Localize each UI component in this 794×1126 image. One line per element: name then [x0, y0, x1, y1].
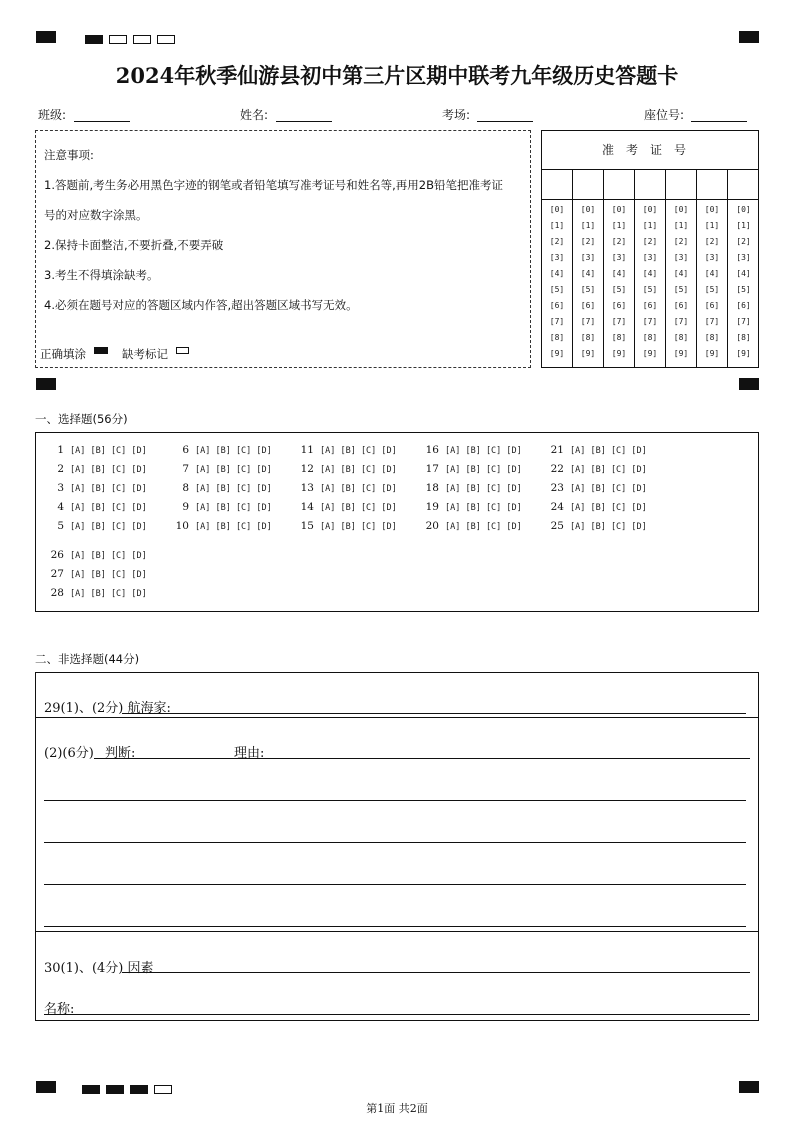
corner-mark-bottom-right — [739, 1081, 759, 1093]
exam-digit-bubble[interactable]: [9] — [736, 349, 751, 358]
exam-digit-bubble[interactable]: [9] — [580, 349, 596, 358]
exam-number-column — [666, 169, 697, 367]
exam-digit-bubble[interactable]: [7] — [736, 317, 751, 326]
option-bubbles[interactable]: [A] [B] [C] [D] — [445, 503, 522, 513]
option-bubbles[interactable]: [A] [B] [C] [D] — [320, 446, 397, 456]
q29-part2-answer-line-3[interactable] — [44, 842, 746, 843]
exam-number-column — [728, 169, 759, 367]
option-bubbles[interactable]: [A] [B] [C] [D] — [570, 522, 647, 532]
exam-digit-bubble[interactable]: [3] — [642, 253, 658, 262]
exam-number-write-cell[interactable] — [728, 169, 759, 200]
absent-mark-label: 缺考标记 — [122, 347, 168, 361]
option-bubbles[interactable]: [A] [B] [C] [D] — [445, 484, 522, 494]
choice-question — [417, 444, 522, 456]
exam-digit-bubble[interactable]: [6] — [673, 301, 689, 310]
option-bubbles[interactable]: [A] [B] [C] [D] — [70, 503, 147, 513]
question-number: 14 — [300, 501, 314, 513]
option-bubbles[interactable]: [A] [B] [C] [D] — [70, 589, 147, 599]
option-bubbles[interactable]: [A] [B] [C] [D] — [195, 503, 272, 513]
choice-question — [167, 444, 272, 456]
timing-box-top-4 — [157, 35, 175, 44]
option-bubbles[interactable]: [A] [B] [C] [D] — [70, 484, 147, 494]
choice-question — [42, 463, 147, 475]
exam-digit-bubble[interactable]: [2] — [704, 237, 720, 246]
exam-digit-bubble[interactable]: [1] — [673, 221, 689, 230]
choice-question — [167, 501, 272, 513]
choice-question — [42, 568, 147, 580]
question-number: 19 — [425, 501, 439, 513]
page-footer: 第1面 共2面 — [366, 1102, 428, 1115]
choice-question — [42, 501, 147, 513]
exam-digit-bubble[interactable]: [8] — [549, 333, 565, 342]
notes-line-1b: 号的对应数字涂黑。 — [44, 208, 148, 222]
exam-number-column — [635, 169, 666, 367]
q29-part2-answer-line-1[interactable] — [94, 758, 750, 759]
exam-digit-bubble[interactable]: [7] — [642, 317, 658, 326]
q29-part2-box — [35, 717, 759, 932]
exam-digit-bubble[interactable]: [5] — [549, 285, 565, 294]
exam-digit-bubble[interactable]: [3] — [549, 253, 565, 262]
choice-question — [542, 444, 647, 456]
question-number: 3 — [57, 482, 64, 494]
corner-mark-top-right — [739, 31, 759, 43]
question-number: 12 — [300, 463, 314, 475]
option-bubbles[interactable]: [A] [B] [C] [D] — [570, 446, 647, 456]
exam-digit-bubble[interactable]: [5] — [736, 285, 751, 294]
option-bubbles[interactable]: [A] [B] [C] [D] — [70, 465, 147, 475]
exam-digit-bubble[interactable]: [5] — [642, 285, 658, 294]
question-number: 21 — [550, 444, 564, 456]
corner-mark-bottom-left — [36, 1081, 56, 1093]
exam-digit-bubble[interactable]: [0] — [642, 205, 658, 214]
side-mark-right-mid — [739, 378, 759, 390]
correct-fill-label: 正确填涂 — [40, 347, 86, 361]
choice-question — [167, 463, 272, 475]
seat-field[interactable] — [691, 121, 747, 122]
option-bubbles[interactable]: [A] [B] [C] [D] — [445, 446, 522, 456]
room-label: 考场: — [442, 108, 471, 122]
exam-digit-bubble[interactable]: [0] — [611, 205, 627, 214]
exam-digit-bubble[interactable]: [8] — [736, 333, 751, 342]
question-number: 15 — [300, 520, 314, 532]
exam-digit-bubble[interactable]: [4] — [580, 269, 596, 278]
exam-digit-bubble[interactable]: [4] — [642, 269, 658, 278]
option-bubbles[interactable]: [A] [B] [C] [D] — [195, 484, 272, 494]
class-label: 班级: — [38, 108, 67, 122]
choice-question — [167, 482, 272, 494]
q29-part2-judge-label: 判断: — [105, 746, 136, 761]
exam-digit-bubble[interactable]: [3] — [611, 253, 627, 262]
exam-digit-bubble[interactable]: [0] — [736, 205, 751, 214]
timing-mark-bottom-1 — [82, 1085, 100, 1094]
exam-digit-bubble[interactable]: [1] — [580, 221, 596, 230]
exam-digit-bubble[interactable]: [6] — [642, 301, 658, 310]
question-number: 2 — [57, 463, 64, 475]
question-number: 16 — [425, 444, 439, 456]
question-number: 26 — [50, 549, 64, 561]
exam-digit-bubble[interactable]: [2] — [673, 237, 689, 246]
choice-question — [42, 444, 147, 456]
exam-digit-bubble[interactable]: [6] — [736, 301, 751, 310]
question-number: 27 — [50, 568, 64, 580]
option-bubbles[interactable]: [A] [B] [C] [D] — [70, 522, 147, 532]
choice-question — [542, 501, 647, 513]
exam-digit-bubble[interactable]: [6] — [704, 301, 720, 310]
notes-box — [35, 130, 531, 368]
q29-part2-reason-label: 理由: — [234, 746, 265, 761]
exam-number-heading: 准考证号 — [542, 131, 758, 170]
choice-question — [292, 520, 397, 532]
exam-digit-bubble[interactable]: [5] — [673, 285, 689, 294]
exam-digit-bubble[interactable]: [9] — [704, 349, 720, 358]
exam-digit-bubble[interactable]: [8] — [642, 333, 658, 342]
exam-digit-bubble[interactable]: [4] — [611, 269, 627, 278]
q29-part1-box — [35, 672, 759, 718]
exam-number-write-cell[interactable] — [635, 169, 665, 200]
question-number: 28 — [50, 587, 64, 599]
question-number: 24 — [550, 501, 564, 513]
exam-digit-bubble[interactable]: [2] — [736, 237, 751, 246]
exam-digit-bubble[interactable]: [2] — [642, 237, 658, 246]
choice-question — [42, 587, 147, 599]
choice-question — [542, 463, 647, 475]
class-field[interactable] — [74, 121, 130, 122]
choice-question — [292, 501, 397, 513]
q30-name-label: 名称: — [44, 1002, 75, 1017]
exam-digit-bubble[interactable]: [1] — [611, 221, 627, 230]
exam-digit-bubble[interactable]: [2] — [580, 237, 596, 246]
choice-question — [292, 482, 397, 494]
choice-question — [417, 520, 522, 532]
option-bubbles[interactable]: [A] [B] [C] [D] — [195, 446, 272, 456]
question-number: 13 — [300, 482, 314, 494]
exam-digit-bubble[interactable]: [2] — [549, 237, 565, 246]
exam-digit-bubble[interactable]: [5] — [611, 285, 627, 294]
option-bubbles[interactable]: [A] [B] [C] [D] — [320, 465, 397, 475]
exam-digit-bubble[interactable]: [6] — [580, 301, 596, 310]
q29-part2-answer-line-2[interactable] — [44, 800, 746, 801]
exam-digit-bubble[interactable]: [8] — [580, 333, 596, 342]
exam-digit-bubble[interactable]: [8] — [673, 333, 689, 342]
exam-digit-bubble[interactable]: [3] — [673, 253, 689, 262]
choice-question — [292, 463, 397, 475]
exam-digit-bubble[interactable]: [7] — [704, 317, 720, 326]
side-mark-left-mid — [36, 378, 56, 390]
seat-label: 座位号: — [644, 108, 685, 122]
exam-digit-bubble[interactable]: [3] — [704, 253, 720, 262]
section2-title: 二、非选择题(44分) — [35, 652, 140, 666]
choice-answer-box — [35, 432, 759, 612]
choice-question — [167, 520, 272, 532]
question-number: 7 — [182, 463, 189, 475]
timing-box-top-3 — [133, 35, 151, 44]
q29-part2-answer-line-4[interactable] — [44, 884, 746, 885]
option-bubbles[interactable]: [A] [B] [C] [D] — [70, 570, 147, 580]
exam-digit-bubble[interactable]: [9] — [611, 349, 627, 358]
choice-question — [42, 520, 147, 532]
question-number: 18 — [425, 482, 439, 494]
exam-digit-bubble[interactable]: [8] — [704, 333, 720, 342]
question-number: 6 — [182, 444, 189, 456]
question-number: 23 — [550, 482, 564, 494]
timing-mark-bottom-2 — [106, 1085, 124, 1094]
option-bubbles[interactable]: [A] [B] [C] [D] — [195, 465, 272, 475]
notes-heading: 注意事项: — [44, 148, 94, 162]
exam-digit-bubble[interactable]: [0] — [580, 205, 596, 214]
exam-digit-bubble[interactable]: [5] — [704, 285, 720, 294]
question-number: 9 — [182, 501, 189, 513]
question-number: 8 — [182, 482, 189, 494]
exam-digit-bubble[interactable]: [1] — [642, 221, 658, 230]
exam-digit-bubble[interactable]: [1] — [704, 221, 720, 230]
timing-mark-top-1 — [85, 35, 103, 44]
exam-digit-bubble[interactable]: [3] — [736, 253, 751, 262]
q30-name-answer-line[interactable] — [44, 1014, 750, 1015]
notes-line-2: 2.保持卡面整洁,不要折叠,不要弄破 — [44, 238, 224, 252]
q29-part2-prefix: (2)(6分) — [44, 746, 94, 761]
timing-mark-bottom-3 — [130, 1085, 148, 1094]
q30-part1-box — [35, 931, 759, 1021]
exam-digit-bubble[interactable]: [1] — [549, 221, 565, 230]
question-number: 11 — [300, 444, 314, 456]
exam-number-write-cell[interactable] — [697, 169, 727, 200]
question-number: 1 — [57, 444, 64, 456]
q30-part1-label: 30(1)、(4分) 因素 — [44, 961, 154, 976]
exam-number-column — [573, 169, 604, 367]
exam-digit-bubble[interactable]: [5] — [580, 285, 596, 294]
question-number: 10 — [175, 520, 189, 532]
section1-title: 一、选择题(56分) — [35, 412, 128, 426]
exam-digit-bubble[interactable]: [1] — [736, 221, 751, 230]
q29-part2-answer-line-5[interactable] — [44, 926, 746, 927]
exam-digit-bubble[interactable]: [6] — [549, 301, 565, 310]
option-bubbles[interactable]: [A] [B] [C] [D] — [570, 484, 647, 494]
question-number: 22 — [550, 463, 564, 475]
notes-line-1: 1.答题前,考生务必用黑色字迹的钢笔或者铅笔填写准考证号和姓名等,再用2B铅笔把准考证 — [44, 178, 503, 192]
exam-digit-bubble[interactable]: [4] — [673, 269, 689, 278]
choice-question — [542, 520, 647, 532]
exam-digit-bubble[interactable]: [2] — [611, 237, 627, 246]
exam-digit-bubble[interactable]: [7] — [611, 317, 627, 326]
choice-question — [292, 444, 397, 456]
exam-digit-bubble[interactable]: [4] — [736, 269, 751, 278]
option-bubbles[interactable]: [A] [B] [C] [D] — [445, 522, 522, 532]
timing-box-bottom-4 — [154, 1085, 172, 1094]
page-title: 2024年秋季仙游县初中第三片区期中联考九年级历史答题卡 — [115, 63, 679, 88]
choice-question — [542, 482, 647, 494]
choice-question — [417, 482, 522, 494]
name-label: 姓名: — [240, 108, 269, 122]
exam-digit-bubble[interactable]: [4] — [549, 269, 565, 278]
exam-digit-bubble[interactable]: [9] — [549, 349, 565, 358]
room-field[interactable] — [477, 121, 533, 122]
exam-digit-bubble[interactable]: [9] — [673, 349, 689, 358]
notes-line-4: 4.必须在题号对应的答题区域内作答,超出答题区域书写无效。 — [44, 298, 358, 312]
exam-digit-bubble[interactable]: [7] — [549, 317, 565, 326]
option-bubbles[interactable]: [A] [B] [C] [D] — [70, 551, 147, 561]
name-field[interactable] — [276, 121, 332, 122]
question-number: 4 — [57, 501, 64, 513]
exam-number-write-cell[interactable] — [542, 169, 572, 200]
choice-question — [417, 501, 522, 513]
choice-question — [42, 549, 147, 561]
timing-box-top-2 — [109, 35, 127, 44]
option-bubbles[interactable]: [A] [B] [C] [D] — [195, 522, 272, 532]
correct-fill-sample — [94, 347, 108, 354]
option-bubbles[interactable]: [A] [B] [C] [D] — [70, 446, 147, 456]
exam-number-column — [542, 169, 573, 367]
question-number: 25 — [550, 520, 564, 532]
q30-part1-answer-line[interactable] — [122, 972, 750, 973]
corner-mark-top-left — [36, 31, 56, 43]
option-bubbles[interactable]: [A] [B] [C] [D] — [570, 465, 647, 475]
exam-number-write-cell[interactable] — [573, 169, 603, 200]
exam-digit-bubble[interactable]: [7] — [580, 317, 596, 326]
choice-question — [42, 482, 147, 494]
exam-digit-bubble[interactable]: [0] — [704, 205, 720, 214]
choice-question — [417, 463, 522, 475]
absent-mark-box[interactable] — [176, 347, 189, 354]
option-bubbles[interactable]: [A] [B] [C] [D] — [320, 484, 397, 494]
exam-number-column — [604, 169, 635, 367]
q29-part1-answer-line[interactable] — [122, 713, 746, 714]
question-number: 5 — [57, 520, 64, 532]
question-number: 20 — [425, 520, 439, 532]
option-bubbles[interactable]: [A] [B] [C] [D] — [570, 503, 647, 513]
exam-digit-bubble[interactable]: [8] — [611, 333, 627, 342]
exam-number-write-cell[interactable] — [604, 169, 634, 200]
option-bubbles[interactable]: [A] [B] [C] [D] — [320, 522, 397, 532]
exam-number-write-cell[interactable] — [666, 169, 696, 200]
exam-digit-bubble[interactable]: [0] — [549, 205, 565, 214]
exam-digit-bubble[interactable]: [0] — [673, 205, 689, 214]
exam-number-grid — [541, 130, 759, 368]
question-number: 17 — [425, 463, 439, 475]
q29-part1-label: 29(1)、(2分) 航海家: — [44, 701, 171, 716]
exam-digit-bubble[interactable]: [7] — [673, 317, 689, 326]
notes-line-3: 3.考生不得填涂缺考。 — [44, 268, 159, 282]
exam-digit-bubble[interactable]: [9] — [642, 349, 658, 358]
exam-digit-bubble[interactable]: [4] — [704, 269, 720, 278]
exam-digit-bubble[interactable]: [3] — [580, 253, 596, 262]
option-bubbles[interactable]: [A] [B] [C] [D] — [320, 503, 397, 513]
exam-digit-bubble[interactable]: [6] — [611, 301, 627, 310]
exam-number-column — [697, 169, 728, 367]
option-bubbles[interactable]: [A] [B] [C] [D] — [445, 465, 522, 475]
